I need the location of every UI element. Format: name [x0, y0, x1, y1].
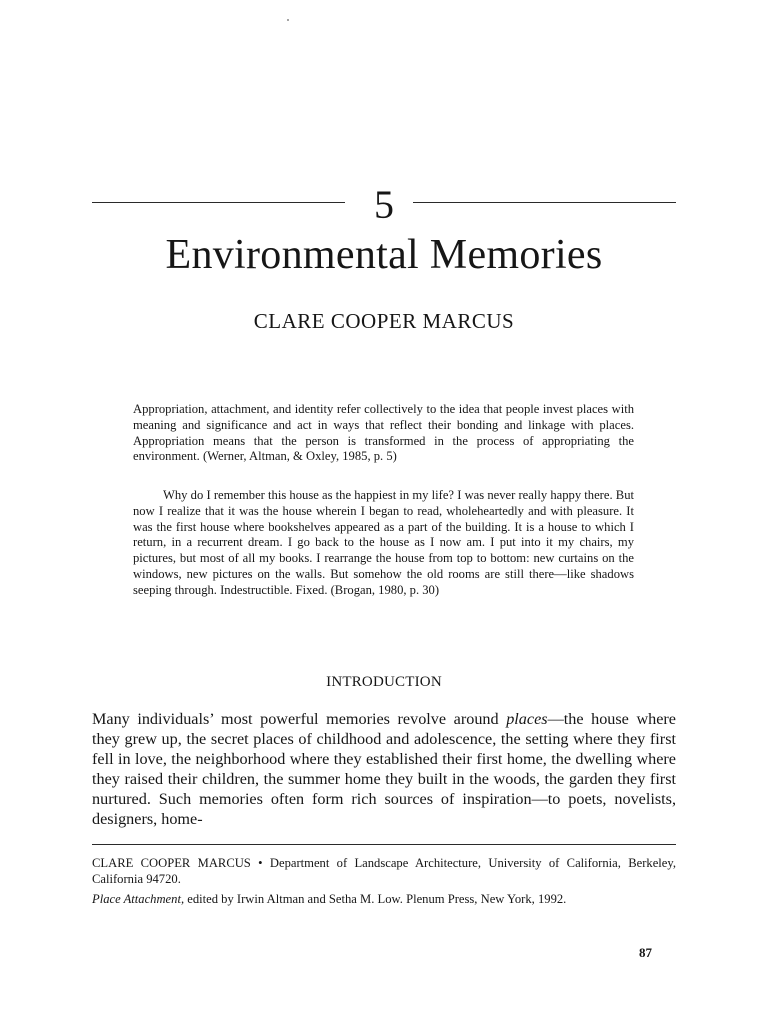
chapter-rule-left	[92, 202, 345, 203]
epigraph-2: Why do I remember this house as the happiest in my life? I was never really happy there. But now I realize that it was the house wherein I began to read, wholeheartedly and with pleasure. It was the first house where bookshelves appeared as a part of the building. It is a house to which I return, in a recurrent dream. I go back to the house as I now am. I put into it my chairs, my pictures, but most of all my books. I rearrange the house from top to bottom: new curtains on the windows, new pictures on the walls. But somehow the old rooms are still there—like shadows seeping through. Indestructible. Fixed. (Brogan, 1980, p. 30)	[133, 488, 634, 597]
chapter-rule-right	[413, 202, 676, 203]
author-affiliation-note: CLARE COOPER MARCUS • Department of Landscape Architecture, University of California, Berkeley, California 94720.	[92, 856, 676, 886]
intro-paragraph	[92, 709, 676, 830]
scan-speck	[287, 19, 289, 21]
emphasized-word: places	[506, 710, 548, 728]
book-citation-note	[92, 891, 676, 907]
chapter-title: Environmental Memories	[165, 232, 603, 278]
book-title: Place Attachment,	[92, 892, 185, 906]
paragraph-text-start: Many individuals’ most powerful memories revolve around	[92, 710, 507, 728]
paragraph-text-rest: —the house where they grew up, the secret places of childhood and adolescence, the setting where they first fell in love, the neighborhood where they established their first home, the dwelling where they raised their children, the summer home they built in the woods, the garden they first nurtured. Such memories often form rich sources of inspiration—to poets, novelists, designers, home-	[92, 710, 676, 829]
section-heading: INTRODUCTION	[326, 674, 442, 690]
chapter-number: 5	[374, 182, 394, 227]
epigraph-1: Appropriation, attachment, and identity refer collectively to the idea that people invest places with meaning and significance and act in ways that reflect their bonding and linkage with places. Appropriation means that the person is transformed in the process of appropriating the environment. (Werner, Altman, & Oxley, 1985, p. 5)	[133, 402, 634, 464]
book-citation-rest: edited by Irwin Altman and Setha M. Low. Plenum Press, New York, 1992.	[184, 892, 567, 906]
page-number: 87	[639, 945, 652, 960]
chapter-author: CLARE COOPER MARCUS	[253, 309, 515, 333]
footnote-rule	[92, 844, 676, 845]
